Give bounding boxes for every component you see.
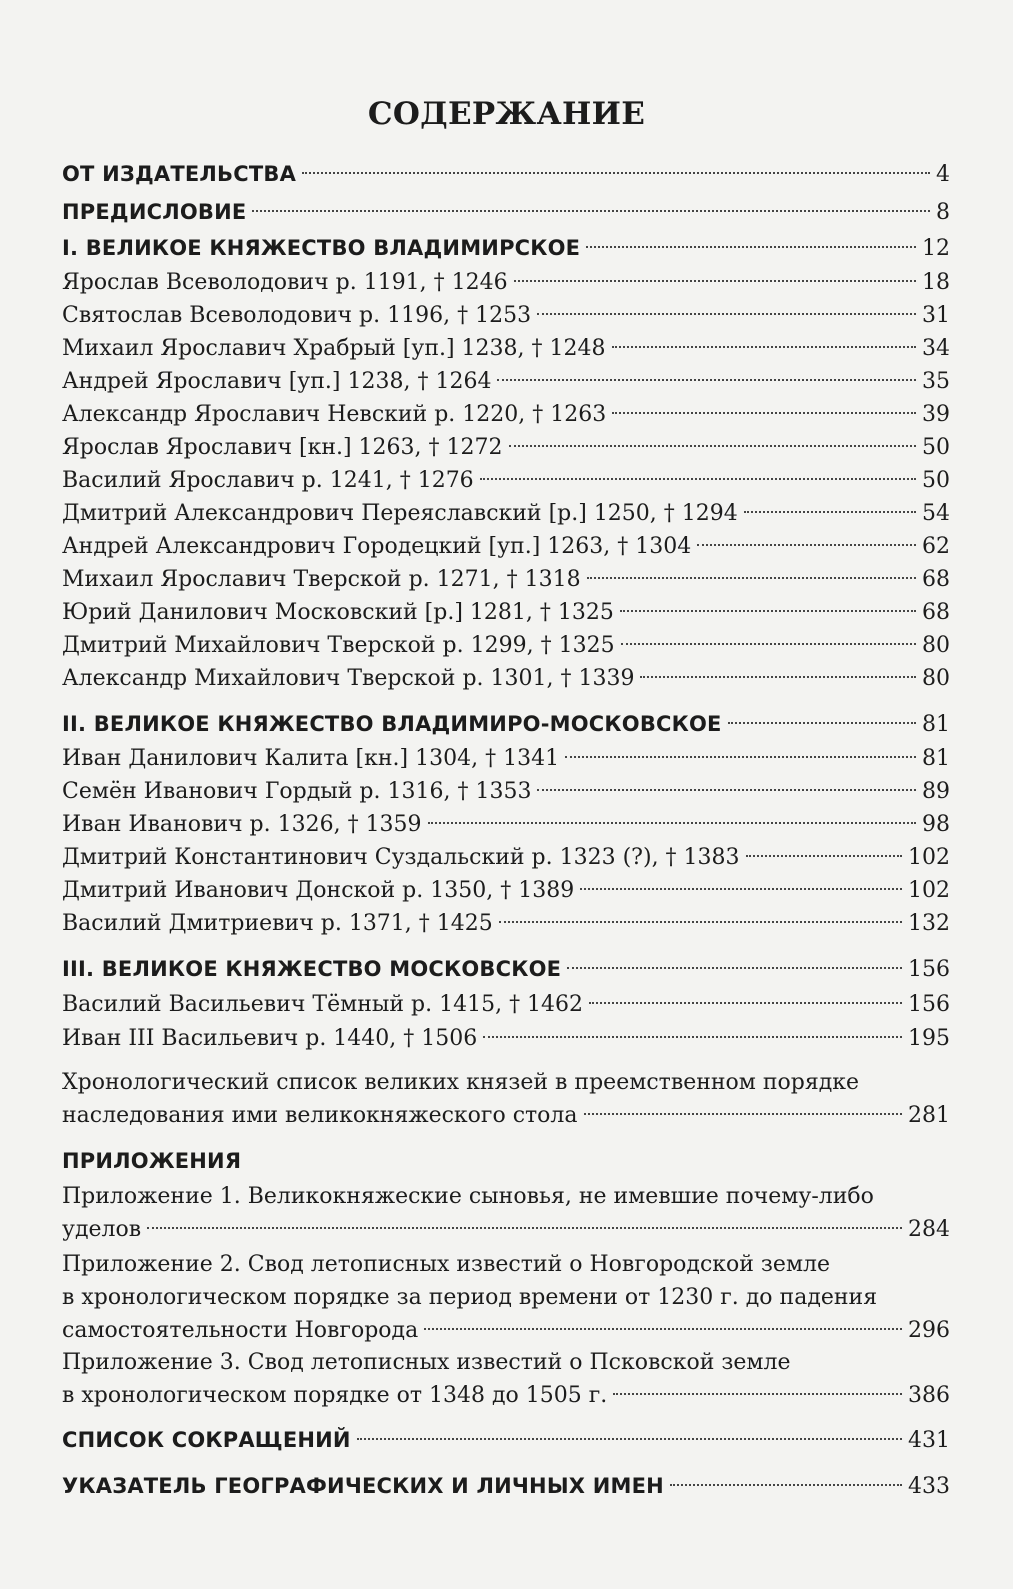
toc-entry-text: II. ВЕЛИКОЕ КНЯЖЕСТВО ВЛАДИМИРО-МОСКОВСКОЕ	[62, 712, 722, 736]
toc-entry-text: Иван Данилович Калита [кн.] 1304, † 1341	[62, 746, 560, 771]
toc-entry	[62, 841, 950, 874]
toc-page-number: 98	[922, 812, 950, 837]
toc-appendices-heading	[62, 1145, 950, 1178]
leader-dots	[428, 822, 916, 824]
toc-entry-text: I. ВЕЛИКОЕ КНЯЖЕСТВО ВЛАДИМИРСКОЕ	[62, 236, 581, 260]
toc-page-number: 18	[922, 270, 950, 295]
toc-entry	[62, 907, 950, 940]
toc-entry	[62, 563, 950, 596]
toc-entry-text: Семён Иванович Гордый р. 1316, † 1353	[62, 779, 532, 804]
toc-entry	[62, 266, 950, 299]
toc-page-number: 102	[908, 845, 950, 870]
toc-page-number: 12	[922, 236, 950, 261]
toc-entry	[62, 775, 950, 808]
toc-entry-appendix-3	[62, 1346, 950, 1412]
toc-entry	[62, 464, 950, 497]
toc-section-heading	[62, 708, 950, 741]
toc-entry-text: Михаил Ярославич Храбрый [уп.] 1238, † 1248	[62, 336, 606, 361]
leader-dots	[424, 1328, 902, 1330]
leader-dots	[589, 1002, 902, 1004]
toc-page-number: 156	[908, 957, 950, 982]
toc-page-number: 4	[936, 162, 950, 187]
leader-dots	[612, 412, 916, 414]
toc-section-heading	[62, 232, 950, 265]
leader-dots	[514, 280, 916, 282]
leader-dots	[640, 676, 916, 678]
toc-entry-text: Василий Дмитриевич р. 1371, † 1425	[62, 911, 493, 936]
toc-page-number: 431	[908, 1428, 950, 1453]
toc-entry-text: Дмитрий Александрович Переяславский [р.] 1250, † 1294	[62, 501, 738, 526]
leader-dots	[565, 756, 916, 758]
toc-page-number: 80	[922, 666, 950, 691]
toc-page-number: 296	[908, 1318, 950, 1343]
toc-page-number: 132	[908, 911, 950, 936]
leader-dots	[302, 172, 930, 174]
toc-entry-text: Святослав Всеволодович р. 1196, † 1253	[62, 303, 532, 328]
toc-page-number: 156	[908, 992, 950, 1017]
toc-page-number: 34	[922, 336, 950, 361]
toc-entry-text: УКАЗАТЕЛЬ ГЕОГРАФИЧЕСКИХ И ЛИЧНЫХ ИМЕН	[62, 1474, 664, 1498]
toc-entry-text: Дмитрий Иванович Донской р. 1350, † 1389	[62, 878, 575, 903]
toc-entry-preface	[62, 196, 950, 229]
leader-dots	[497, 379, 916, 381]
toc-page-number: 81	[922, 746, 950, 771]
toc-entry-text: Ярослав Всеволодович р. 1191, † 1246	[62, 270, 508, 295]
toc-entry-text: в хронологическом порядке от 1348 до 1505 г.	[62, 1383, 608, 1408]
toc-entry-text-line: Приложение 1. Великокняжеские сыновья, не имевшие почему-либо	[62, 1184, 874, 1209]
toc-entry	[62, 497, 950, 530]
toc-entry-text: самостоятельности Новгорода	[62, 1318, 419, 1343]
toc-entry	[62, 629, 950, 662]
toc-page-number: 39	[922, 402, 950, 427]
toc-entry-text: Василий Ярославич р. 1241, † 1276	[62, 468, 474, 493]
toc-entry	[62, 742, 950, 775]
toc-page-number: 50	[922, 468, 950, 493]
toc-entry-chronological-list	[62, 1066, 950, 1132]
toc-entry-abbreviations	[62, 1424, 950, 1457]
toc-entry	[62, 1022, 950, 1055]
toc-page-number: 62	[922, 534, 950, 559]
toc-entry	[62, 874, 950, 907]
leader-dots	[620, 610, 916, 612]
leader-dots	[567, 967, 902, 969]
toc-entry	[62, 530, 950, 563]
toc-page-number: 433	[908, 1474, 950, 1499]
toc-entry	[62, 988, 950, 1021]
toc-entry-text: Дмитрий Михайлович Тверской р. 1299, † 1325	[62, 633, 615, 658]
toc-page-number: 81	[922, 712, 950, 737]
toc-entry	[62, 808, 950, 841]
toc-entry-text: Михаил Ярославич Тверской р. 1271, † 1318	[62, 567, 581, 592]
page-title: СОДЕРЖАНИЕ	[367, 96, 646, 132]
toc-entry-text: Юрий Данилович Московский [р.] 1281, † 1325	[62, 600, 614, 625]
toc-entry-index	[62, 1470, 950, 1503]
leader-dots	[147, 1227, 902, 1229]
toc-page-number: 102	[908, 878, 950, 903]
toc-entry-text: Василий Васильевич Тёмный р. 1415, † 1462	[62, 992, 584, 1017]
leader-dots	[744, 511, 916, 513]
leader-dots	[483, 1036, 902, 1038]
toc-page-number: 8	[936, 200, 950, 225]
leader-dots	[728, 722, 916, 724]
toc-entry-text: Александр Ярославич Невский р. 1220, † 1263	[62, 402, 607, 427]
toc-entry-text-line: Хронологический список великих князей в преемственном порядке	[62, 1070, 860, 1095]
toc-entry-text: уделов	[62, 1217, 142, 1242]
leader-dots	[537, 313, 916, 315]
toc-page-number: 281	[908, 1103, 950, 1128]
leader-dots	[480, 478, 916, 480]
leader-dots	[621, 643, 916, 645]
toc-page-number: 35	[922, 369, 950, 394]
toc-entry	[62, 398, 950, 431]
toc-page-number: 31	[922, 303, 950, 328]
leader-dots	[584, 1113, 902, 1115]
toc-section-heading	[62, 953, 950, 986]
leader-dots	[499, 921, 902, 923]
toc-entry-text-line: Приложение 3. Свод летописных известий о Псковской земле	[62, 1350, 791, 1375]
leader-dots	[697, 544, 916, 546]
toc-entry-text: Иван III Васильевич р. 1440, † 1506	[62, 1026, 478, 1051]
toc-entry-appendix-2	[62, 1248, 950, 1347]
leader-dots	[746, 855, 902, 857]
toc-entry-text: ПРЕДИСЛОВИЕ	[62, 200, 247, 224]
leader-dots	[612, 346, 916, 348]
toc-entry	[62, 299, 950, 332]
leader-dots	[586, 246, 916, 248]
toc-entry-text-line: в хронологическом порядке за период времени от 1230 г. до падения	[62, 1285, 878, 1310]
leader-dots	[357, 1438, 902, 1440]
toc-entry-text: Андрей Ярославич [уп.] 1238, † 1264	[62, 369, 492, 394]
toc-page-number: 50	[922, 435, 950, 460]
toc-page-number: 195	[908, 1026, 950, 1051]
toc-entry-appendix-1	[62, 1180, 950, 1246]
toc-entry-text: III. ВЕЛИКОЕ КНЯЖЕСТВО МОСКОВСКОЕ	[62, 957, 562, 981]
toc-entry	[62, 365, 950, 398]
toc-entry-text: Ярослав Ярославич [кн.] 1263, † 1272	[62, 435, 503, 460]
toc-entry-text: Дмитрий Константинович Суздальский р. 1323 (?), † 1383	[62, 845, 740, 870]
leader-dots	[537, 789, 916, 791]
toc-entry-text: ОТ ИЗДАТЕЛЬСТВА	[62, 162, 297, 186]
leader-dots	[252, 210, 930, 212]
toc-entry-text: Андрей Александрович Городецкий [уп.] 1263, † 1304	[62, 534, 692, 559]
toc-entry-text: ПРИЛОЖЕНИЯ	[62, 1149, 242, 1173]
leader-dots	[613, 1393, 902, 1395]
toc-entry-text: СПИСОК СОКРАЩЕНИЙ	[62, 1428, 351, 1452]
leader-dots	[580, 888, 902, 890]
toc-page-number: 80	[922, 633, 950, 658]
toc-entry	[62, 431, 950, 464]
toc-entry	[62, 596, 950, 629]
toc-page-number: 68	[922, 600, 950, 625]
toc-entry-text: Александр Михайлович Тверской р. 1301, † 1339	[62, 666, 635, 691]
toc-entry	[62, 332, 950, 365]
toc-page-number: 386	[908, 1383, 950, 1408]
leader-dots	[509, 445, 916, 447]
toc-entry-text: Иван Иванович р. 1326, † 1359	[62, 812, 422, 837]
toc-entry-text-line: Приложение 2. Свод летописных известий о Новгородской земле	[62, 1252, 831, 1277]
leader-dots	[670, 1484, 902, 1486]
toc-page-number: 89	[922, 779, 950, 804]
toc-page-number: 54	[922, 501, 950, 526]
toc-page-number: 284	[908, 1217, 950, 1242]
toc-entry	[62, 662, 950, 695]
leader-dots	[587, 577, 916, 579]
toc-page-number: 68	[922, 567, 950, 592]
toc-entry-from-publisher	[62, 158, 950, 191]
toc-entry-text: наследования ими великокняжеского стола	[62, 1103, 578, 1128]
